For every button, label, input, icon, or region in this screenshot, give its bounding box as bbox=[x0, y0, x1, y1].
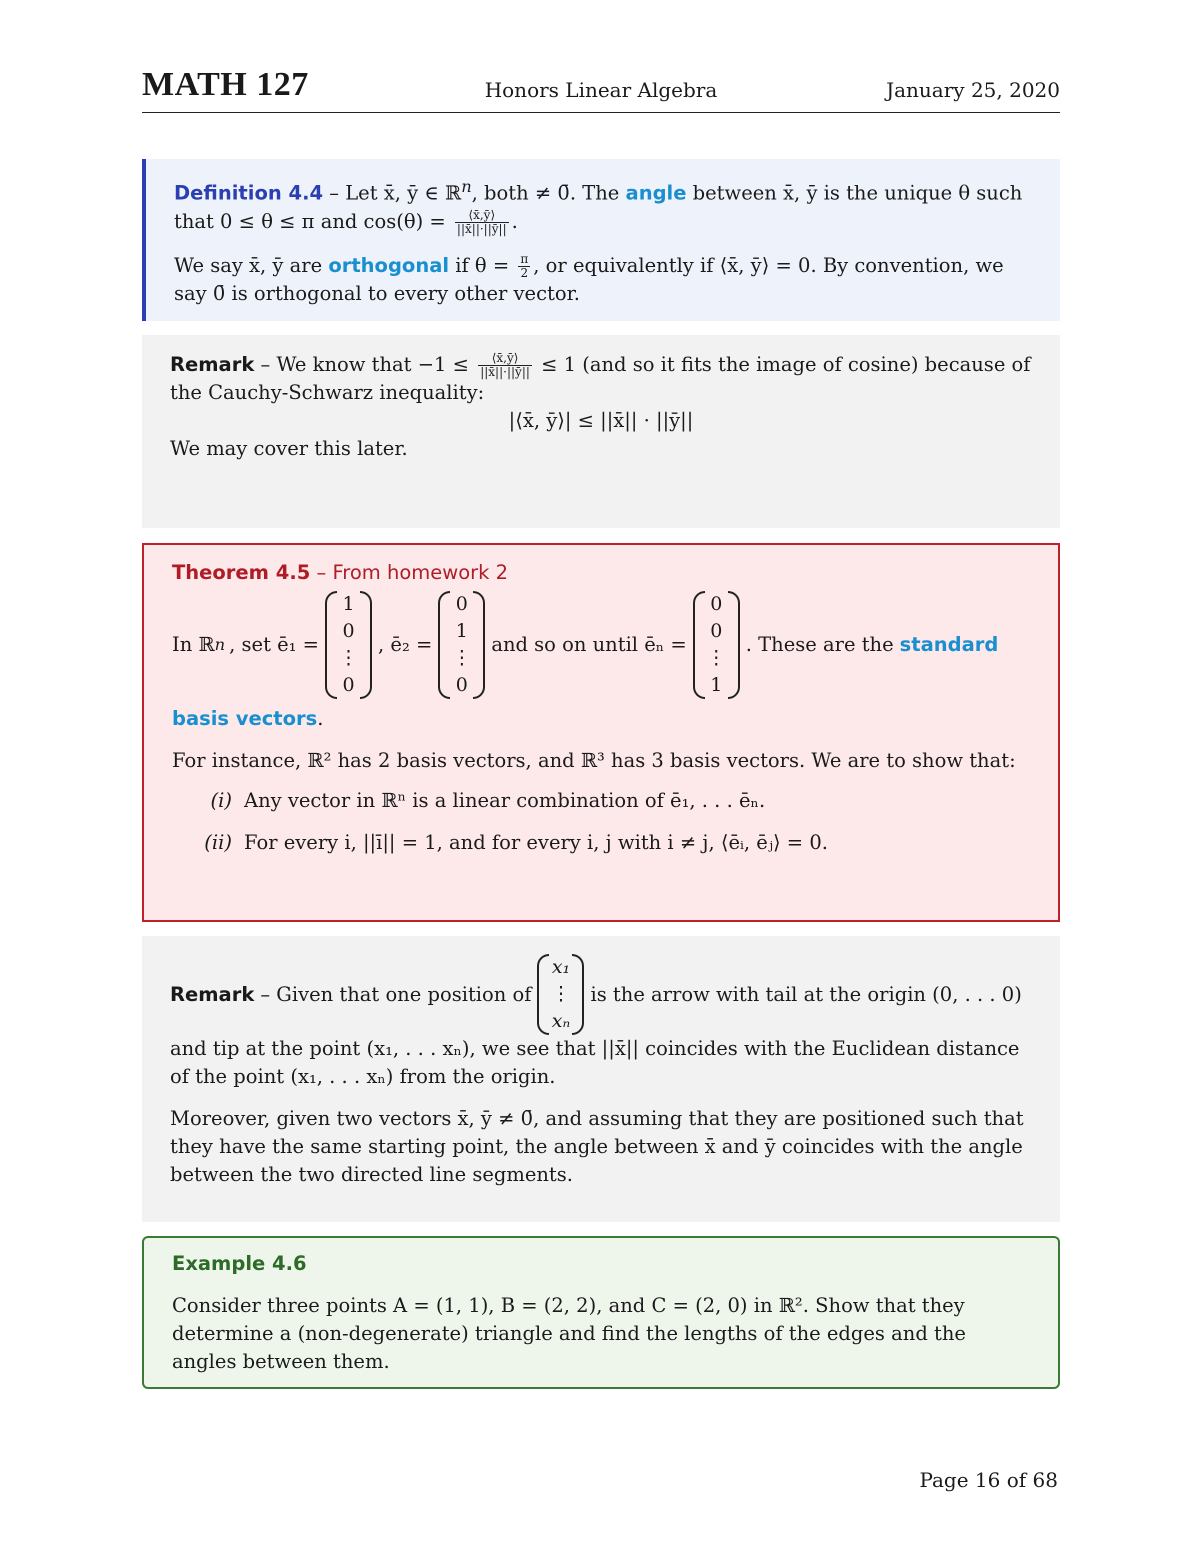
vector-entry: x₁ bbox=[551, 956, 571, 978]
vector-entry: 1 bbox=[455, 620, 468, 642]
pi-numerator: π bbox=[520, 251, 529, 266]
definition-heading: Definition 4.4 bbox=[174, 181, 324, 205]
vector-entry: ⋮ bbox=[706, 647, 726, 669]
angle-fraction bbox=[455, 209, 509, 236]
theorem-paragraph-instance: For instance, ℝ² has 2 basis vectors, and ℝ³ has 3 basis vectors. We are to show that: bbox=[172, 749, 1016, 772]
document-title: Honors Linear Algebra bbox=[484, 78, 718, 102]
superscript-n: n bbox=[461, 177, 472, 196]
remark2-heading: Remark bbox=[170, 982, 255, 1006]
theorem-text-these: . These are the bbox=[745, 633, 894, 656]
remark2-text-b: is the arrow with tail at the origin (0, . . . 0) bbox=[590, 982, 1022, 1006]
pi-denominator: 2 bbox=[520, 265, 529, 280]
vector-en bbox=[691, 591, 742, 699]
keyword-basis-vectors: basis vectors bbox=[172, 707, 318, 730]
definition-text-e: We say x̄, ȳ are bbox=[174, 253, 323, 277]
example-paragraph: Consider three points A = (1, 1), B = (2, 2), and C = (2, 0) in ℝ². Show that they determine a (non-degenerate) triangle and find the lengths of the edges and the angles between them. bbox=[172, 1294, 966, 1373]
vector-entry: 0 bbox=[710, 620, 723, 642]
keyword-angle: angle bbox=[625, 181, 687, 205]
superscript-n: n bbox=[214, 635, 226, 654]
list-item bbox=[186, 829, 1030, 857]
page-number: Page 16 of 68 bbox=[919, 1468, 1058, 1492]
vector-x bbox=[535, 954, 586, 1035]
remark1-fraction bbox=[478, 352, 532, 379]
remark1-paragraph-1 bbox=[170, 351, 1032, 407]
keyword-standard: standard bbox=[899, 633, 999, 656]
pi-over-two-fraction bbox=[518, 253, 530, 280]
standard-basis-line bbox=[172, 591, 1030, 699]
vector-e2 bbox=[436, 591, 487, 699]
definition-text-c: between x̄, ȳ is the unique θ such that 0 ≤ θ ≤ π and cos(θ) = bbox=[174, 181, 1023, 233]
fraction-denominator: ||x̄||·||ȳ|| bbox=[480, 365, 530, 379]
definition-text-g: , or equivalently if ⟨x̄, ȳ⟩ = 0. By convention, we say 0̄ is orthogonal to every other vector. bbox=[174, 253, 1004, 305]
fraction-numerator: ⟨x̄,ȳ⟩ bbox=[478, 352, 532, 366]
list-item bbox=[186, 787, 1030, 815]
list-item-label: (i) bbox=[210, 789, 232, 812]
definition-text-f: if θ = bbox=[455, 253, 510, 277]
remark2-line-1 bbox=[170, 954, 1032, 1035]
theorem-list bbox=[186, 787, 1030, 857]
vector-entry: 0 bbox=[342, 620, 355, 642]
vector-entry: ⋮ bbox=[551, 983, 571, 1005]
vector-entry: ⋮ bbox=[339, 647, 359, 669]
remark2-paragraph-2: and tip at the point (x₁, . . . xₙ), we see that ||x̄|| coincides with the Euclidean distance of the point (x₁, . . . xₙ) from the origin. bbox=[170, 1037, 1020, 1088]
theorem-text-in: In ℝ bbox=[172, 633, 215, 656]
remark2-text-a: – Given that one position of bbox=[260, 982, 532, 1006]
remark1-heading: Remark bbox=[170, 353, 255, 376]
remark-box-2 bbox=[142, 936, 1060, 1222]
vector-e1 bbox=[323, 591, 374, 699]
keyword-orthogonal: orthogonal bbox=[328, 253, 450, 277]
fraction-numerator: ⟨x̄,ȳ⟩ bbox=[455, 209, 509, 223]
page-header bbox=[142, 66, 1060, 113]
vector-entry: 0 bbox=[455, 593, 468, 615]
vector-entry: 0 bbox=[455, 674, 468, 696]
theorem-box bbox=[142, 543, 1060, 922]
course-title: MATH 127 bbox=[142, 66, 309, 103]
theorem-text-set: , set ē₁ = bbox=[229, 633, 320, 656]
list-item-label: (ii) bbox=[204, 831, 232, 854]
fraction-denominator: ||x̄||·||ȳ|| bbox=[456, 221, 507, 236]
theorem-title bbox=[172, 559, 1030, 587]
example-heading: Example 4.6 bbox=[172, 1252, 307, 1275]
vector-entry: 0 bbox=[342, 674, 355, 696]
vector-entry: 0 bbox=[710, 593, 723, 615]
example-box bbox=[142, 1236, 1060, 1389]
theorem-subtitle: – From homework 2 bbox=[316, 561, 509, 584]
definition-box bbox=[142, 159, 1060, 321]
theorem-text-until: and so on until ēₙ = bbox=[491, 633, 687, 656]
remark-box-1 bbox=[142, 335, 1060, 528]
list-item-text: Any vector in ℝⁿ is a linear combination of ē₁, . . . ēₙ. bbox=[244, 789, 766, 812]
vector-entry: xₙ bbox=[551, 1010, 571, 1032]
theorem-basis-line bbox=[172, 705, 1030, 733]
definition-text-d: . bbox=[511, 209, 518, 233]
definition-paragraph-1 bbox=[174, 173, 1032, 236]
theorem-text-e2: , ē₂ = bbox=[378, 633, 433, 656]
cauchy-schwarz-display: |⟨x̄, ȳ⟩| ≤ ||x̄|| · ||ȳ|| bbox=[508, 409, 694, 432]
definition-text-a: – Let x̄, ȳ ∈ ℝ bbox=[329, 181, 462, 205]
theorem-period: . bbox=[317, 707, 324, 730]
theorem-heading: Theorem 4.5 bbox=[172, 561, 311, 584]
vector-entry: 1 bbox=[710, 674, 723, 696]
remark1-text-b: ≤ 1 (and so it fits the image of cosine) because of the Cauchy-Schwarz inequality: bbox=[170, 353, 1031, 404]
remark2-paragraph-3: Moreover, given two vectors x̄, ȳ ≠ 0̄, and assuming that they are positioned such that they have the same starting point, the angle between x̄ and ȳ coincides with the angle between the two directed line segments. bbox=[170, 1107, 1024, 1186]
remark1-paragraph-2: We may cover this later. bbox=[170, 437, 408, 460]
vector-entry: ⋮ bbox=[452, 647, 472, 669]
list-item-text: For every i, ||ī|| = 1, and for every i, j with i ≠ j, ⟨ēᵢ, ēⱼ⟩ = 0. bbox=[244, 831, 828, 854]
definition-text-b: , both ≠ 0̄. The bbox=[471, 181, 620, 205]
document-date: January 25, 2020 bbox=[886, 78, 1060, 102]
definition-paragraph-2 bbox=[174, 252, 1032, 308]
vector-entry: 1 bbox=[342, 593, 355, 615]
remark1-text-a: – We know that −1 ≤ bbox=[260, 353, 469, 376]
